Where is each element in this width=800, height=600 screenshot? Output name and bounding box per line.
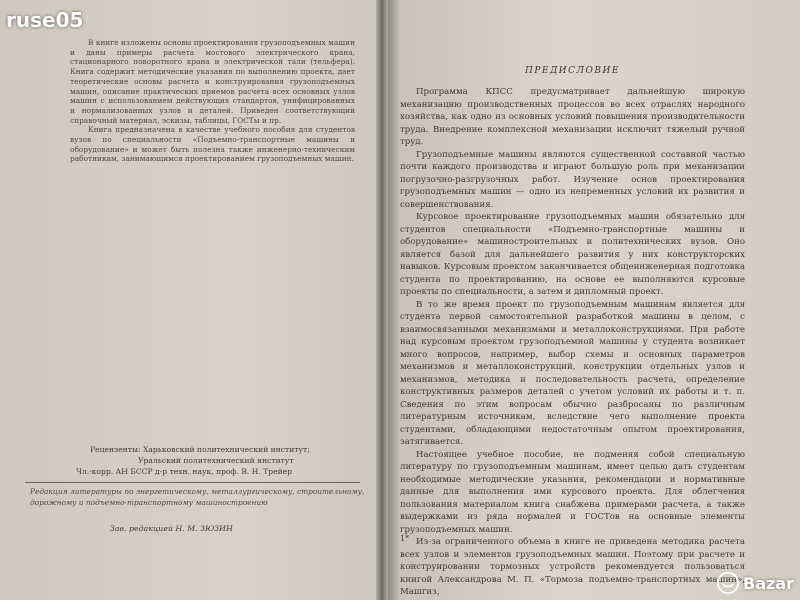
right-page — [400, 66, 745, 599]
page-number: 1* — [400, 534, 410, 543]
abstract-paragraph: В книге изложены основы проектирования грузоподъемных машин и даны примеры расчета мостового электрического крана, стационарного поворотного крана и электрической тали (тельфера). Книга содержит методические указания по выполнению проекта, дает теоретические основы расчета и конструирования грузоподъемных машин, описание практических приемов расчета всех основных узлов машин с использованием действующих стандартов, унифицированных и нормализованных узлов и деталей. Приведен соответствующий справочный материал, эскизы, таблицы, ГОСТы и пр. — [70, 38, 355, 125]
body-paragraph: Грузоподъемные машины являются существенной составной частью почти каждого производства и играют большую роль при механизации погрузочно-разгрузочных работ. Изучение основ проектирования грузоподъемных машин — одно из непременных условий их развития и совершенствования. — [400, 149, 745, 210]
book-spine — [376, 0, 388, 600]
reviewers-block — [76, 444, 370, 477]
watermark-logo: ruse05 — [6, 8, 84, 32]
reviewer-line: Уральский политехнический институт — [138, 456, 294, 465]
body-paragraph: В то же время проект по грузоподъемным машинам является для студента первой самостоятельной разработкой машины в целом, с взаимосвязанными механизмами и металлоконструкциями. При работе над курсовым проектом грузоподъемной машины у студента возникает много вопросов, например, выбор схемы и основных параметров механизмов и металлоконструкций, конструкции отдельных узлов и механизмов, методика и последовательность расчета, определение конструктивных размеров деталей с учетом условий их работы и т. п. Сведения по этим вопросам обычно разбросаны по различным литературным источникам, вследствие чего выполнение проекта студентами, обладающими недостаточным опытом проектирования, затягивается. — [400, 299, 745, 447]
brand-logo — [717, 572, 794, 594]
body-paragraph: Программа КПСС предусматривает дальнейшую широкую механизацию производственных процессов во всех отраслях народного хозяйства, как одно из основных условий повышения производительности труда. Внедрение комплексной механизации исключит тяжелый ручной труд. — [400, 87, 745, 147]
abstract-paragraph: Книга предназначена в качестве учебного пособия для студентов вузов по специальности «Подъемно-транспортные машины и оборудование» и может быть полезна также инженерно-техническим работникам, занимающимся проектированием грузоподъемных машин. — [70, 125, 355, 164]
body-paragraph: Из-за ограниченного объема в книге не приведена методика расчета всех узлов и элементов грузоподъемных машин. Поэтому при расчете и конструировании тормозных устройств рекомендуется пользоваться книгой Александрова М. П. «Тормоза подъемно-транспортных машин», Машгиз, — [400, 537, 745, 597]
edition-note: Редакция литературы по энергетическому, металлургическому, строительному, дорожному и подъемно-транспортному машиностроению — [30, 487, 365, 507]
brand-name: Bazar — [743, 573, 794, 593]
abstract — [70, 38, 355, 164]
smile-icon — [717, 572, 739, 594]
page-heading: ПРЕДИСЛОВИЕ — [525, 66, 620, 76]
body-paragraph: Курсовое проектирование грузоподъемных машин обязательно для студентов специальности «Подъемно-транспортные машины и оборудование» машиностроительных и политехнических вузов. Оно является базой для дальнейшего развития у них конструкторских навыков. Курсовым проектом заканчивается общеинженерная подготовка студента по проектированию, на основе ее выполняются курсовые проекты по специальности, а затем и дипломный проект. — [400, 212, 745, 297]
divider-line — [25, 482, 360, 483]
reviewer-line: Рецензенты: Харьковский политехнический институт; — [90, 445, 310, 454]
editor-credit: Зав. редакцией Н. М. ЗЮЗИН — [110, 524, 233, 533]
left-page — [70, 38, 355, 164]
reviewer-line: Чл.-корр. АН БССР д-р техн. наук, проф. В. Н. Трейер — [76, 467, 293, 476]
body-paragraph: Настоящее учебное пособие, не подменяя собой специальную литературу по грузоподъемным машинам, имеет целью дать студентам необходимые методические указания, рекомендации и нормативные данные для выполнения ими курсового проекта. Для облегчения пользования материалом книга снабжена примерами расчета, а также выдержками из ряда нормалей и ГОСТов на основные элементы грузоподъемных машин. — [400, 449, 745, 535]
